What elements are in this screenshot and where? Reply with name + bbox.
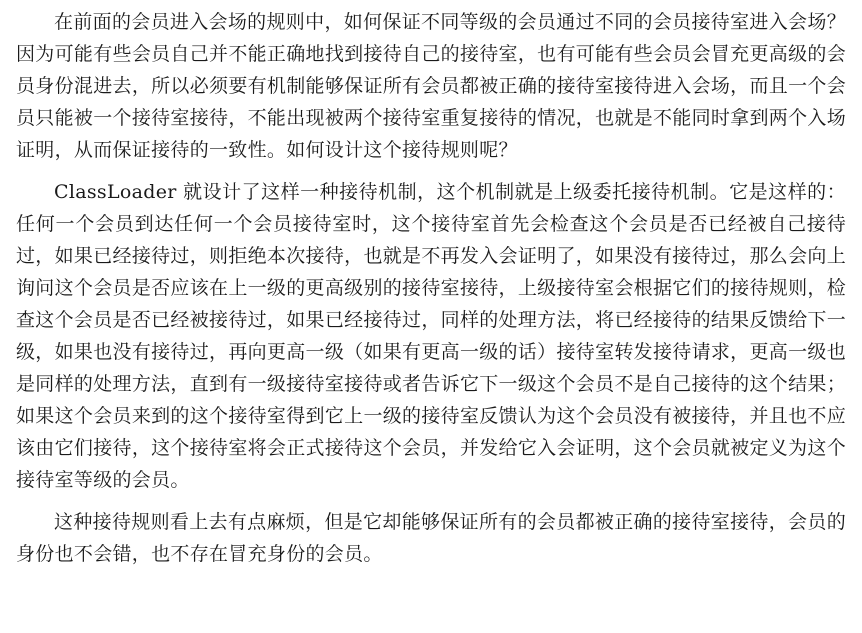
paragraph-3: 这种接待规则看上去有点麻烦，但是它却能够保证所有的会员都被正确的接待室接待，会员的身份也不会错，也不存在冒充身份的会员。 [16,511,846,565]
paragraph-2: ClassLoader 就设计了这样一种接待机制，这个机制就是上级委托接待机制。它是这样的：任何一个会员到达任何一个会员接待室时，这个接待室首先会检查这个会员是否已经被自己接待过，如果已经接待过，则拒绝本次接待，也就是不再发入会证明了，如果没有接待过，那么会向上询问这个会员是否应该在上一级的更高级别的接待室接待，上级接待室会根据它们的接待规则，检查这个会员是否已经被接待过，如果已经接待过，同样的处理方法，将已经接待的结果反馈给下一级，如果也没有接待过，再向更高一级（如果有更高一级的话）接待室转发接待请求，更高一级也是同样的处理方法，直到有一级接待室接待或者告诉它下一级这个会员不是自己接待的这个结果；如果这个会员来到的这个接待室得到它上一级的接待室反馈认为这个会员没有被接待，并且也不应该由它们接待，这个接待室将会正式接待这个会员，并发给它入会证明，这个会员就被定义为这个接待室等级的会员。 [16,181,846,491]
paragraph-1: 在前面的会员进入会场的规则中，如何保证不同等级的会员通过不同的会员接待室进入会场？因为可能有些会员自己并不能正确地找到接待自己的接待室，也有可能有些会员会冒充更高级的会员身份混进去，所以必须要有机制能够保证所有会员都被正确的接待室接待进入会场，而且一个会员只能被一个接待室接待，不能出现被两个接待室重复接待的情况，也就是不能同时拿到两个入场证明，从而保证接待的一致性。如何设计这个接待规则呢？ [16,11,846,161]
